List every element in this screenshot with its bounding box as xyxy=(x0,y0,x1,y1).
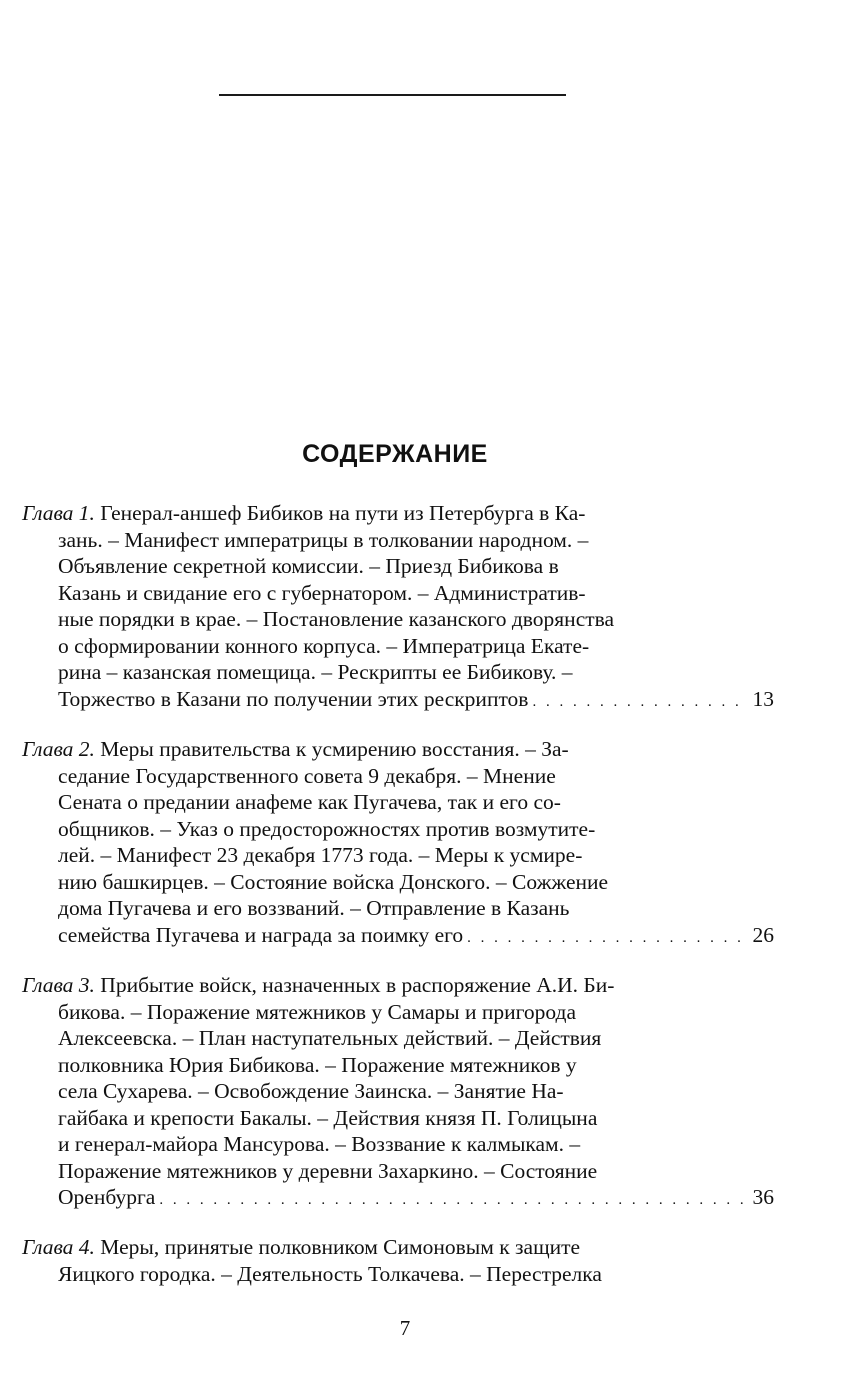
toc-entry-line xyxy=(22,972,774,999)
toc-entry-line: и генерал-майора Мансурова. – Воззвание к калмыкам. – xyxy=(58,1132,581,1156)
toc-entry-line xyxy=(22,736,774,763)
chapter-text: семейства Пугачева и награда за поимку его xyxy=(58,922,464,947)
page-title: СОДЕРЖАНИЕ xyxy=(302,440,488,468)
page-number: 7 xyxy=(399,1316,411,1340)
toc-entry-line: Яицкого городка. – Деятельность Толкачева. – Перестрелка xyxy=(58,1261,602,1286)
toc-page-number: 36 xyxy=(752,1185,774,1209)
toc-entry-line xyxy=(22,500,774,527)
dot-leader xyxy=(532,689,746,716)
toc-entry-line: общников. – Указ о предосторожностях против возмутите- xyxy=(58,816,596,841)
toc-entry-line: зань. – Манифест императрицы в толковании народном. – xyxy=(58,527,589,552)
toc-page-number: 26 xyxy=(752,922,774,947)
toc-entry-line: Объявление секретной комиссии. – Приезд Бибикова в xyxy=(58,554,559,578)
toc-entry-line: Алексеевска. – План наступательных действий. – Действия xyxy=(58,1026,602,1050)
toc-entry-line xyxy=(22,1234,774,1261)
toc-entry-chapter-1 xyxy=(22,500,774,715)
toc-entry-line: седание Государственного совета 9 декабря. – Мнение xyxy=(58,763,556,788)
chapter-label: Глава 4. xyxy=(22,1235,95,1259)
toc-entry-line: лей. – Манифест 23 декабря 1773 года. – Меры к усмире- xyxy=(58,843,583,867)
toc-entry-line: Казань и свидание его с губернатором. – Административ- xyxy=(58,580,586,605)
chapter-text: Прибытие войск, назначенных в распоряжение А.И. Би- xyxy=(94,973,615,997)
toc-page-number: 13 xyxy=(752,686,774,711)
toc-entry-last-line xyxy=(22,1184,774,1214)
toc-entry-chapter-4 xyxy=(22,1234,774,1287)
toc-entry-line: села Сухарева. – Освобождение Заинска. – Занятие На- xyxy=(58,1079,564,1103)
toc-entry-last-line xyxy=(22,922,774,952)
toc-entry-last-line xyxy=(22,686,774,716)
toc-entry-line: дома Пугачева и его воззваний. – Отправление в Казань xyxy=(58,896,570,920)
chapter-text: Торжество в Казани по получении этих рескриптов xyxy=(58,686,529,711)
dot-leader xyxy=(159,1187,746,1214)
toc-entry-line: нию башкирцев. – Состояние войска Донского. – Сожжение xyxy=(58,869,609,894)
chapter-label: Глава 3. xyxy=(22,973,95,997)
toc-entry-line: о сформировании конного корпуса. – Императрица Екате- xyxy=(58,633,590,658)
toc-entry-line: ные порядки в крае. – Постановление казанского дворянства xyxy=(58,607,615,631)
toc-entry-line: рина – казанская помещица. – Рескрипты ее Бибикову. – xyxy=(58,660,573,684)
toc-entry-line: бикова. – Поражение мятежников у Самары и пригорода xyxy=(58,999,576,1024)
toc-entry-chapter-3 xyxy=(22,972,774,1214)
dot-leader xyxy=(467,925,746,952)
chapter-text: Меры правительства к усмирению восстания. – За- xyxy=(94,737,569,761)
toc-entry-line: гайбака и крепости Бакалы. – Действия князя П. Голицына xyxy=(58,1105,598,1130)
chapter-label: Глава 2. xyxy=(22,737,95,761)
chapter-text: Генерал-аншеф Бибиков на пути из Петербурга в Ка- xyxy=(94,501,586,525)
chapter-text: Меры, принятые полковником Симоновым к защите xyxy=(94,1235,581,1259)
toc-entry-chapter-2 xyxy=(22,736,774,951)
toc-entry-line: полковника Юрия Бибикова. – Поражение мятежников у xyxy=(58,1052,577,1077)
chapter-text: Оренбурга xyxy=(58,1185,156,1209)
toc-entry-line: Поражение мятежников у деревни Захаркино. – Состояние xyxy=(58,1158,598,1183)
toc-entry-line: Сената о предании анафеме как Пугачева, так и его со- xyxy=(58,790,561,814)
top-divider-rule xyxy=(219,94,566,96)
chapter-label: Глава 1. xyxy=(22,501,95,525)
